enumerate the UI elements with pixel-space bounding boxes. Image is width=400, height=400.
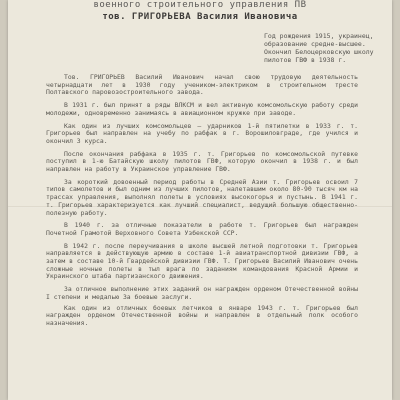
paragraph: В 1940 г. за отличные показатели в работе т. Григорьев был награжден Почетной Грамотой Верховного Совета Узбекской ССР.	[46, 221, 358, 237]
paragraph: В 1931 г. был принят в ряды ВЛКСМ и вел активную комсомольскую работу среди молодежи, одновременно занимаясь в авиационном кружке при заводе.	[46, 101, 358, 117]
header-line-2: тов. ГРИГОРЬЕВА Василия Ивановича	[102, 12, 298, 22]
paragraph: Как один из отличных боевых летчиков в январе 1943 г. т. Григорьев был награжден орденом Отечественной войны и направлен в отдельный полк особого назначения.	[46, 303, 358, 327]
paragraph: За короткий довоенный период работы в Средней Азии т. Григорьев освоил 7 типов самолетов и был одним из лучших пилотов, налетавшим около 80-90 тысяч км на трассах управления, выполнял полеты в условиях высокогорья и пустынь. В 1941 г. т. Григорьев характеризуется как лучший специалист, ведущий большую общественно-полезную работу.	[46, 177, 358, 217]
paragraph: Как один из лучших комсомольцев — ударников 1-й пятилетки в 1933 г. т. Григорьев был направлен на учебу по рабфак в г. Ворошиловграде, где учился и окончил 3 курса.	[46, 121, 358, 145]
document-page	[8, 0, 392, 400]
paragraph: После окончания рабфака в 1935 г. т. Григорьев по комсомольской путевке поступил в 1-ю Батайскую школу пилотов ГВФ, которую окончил в 1938 г. и был направлен на работу в Украинское управление ГВФ.	[46, 149, 358, 174]
paragraph: Тов. ГРИГОРЬЕВ Василий Иванович начал свою трудовую деятельность четырнадцати лет в 1930 году учеником-электриком в строительном тресте Полтавского паровозостроительного завода.	[46, 73, 358, 97]
biographical-note: Год рождения 1915, украинец, образование средне-высшее. Окончил Белоцерковскую школу пилотов ГВФ в 1938 г.	[264, 32, 374, 64]
paragraph: В 1942 г. после переучивания в школе высшей летной подготовки т. Григорьев направляется в действующую армию в составе 1-й авиатранспортной дивизии ГВФ, а затем в составе 10-й Гвардейской дивизии ГВФ. Т. Григорьев Василий Иванович очень сложные ночные полеты в тыл врага по заданиям командования Красной Армии и Украинского штаба партизанского движения.	[46, 241, 358, 281]
document-body	[46, 74, 358, 331]
paragraph: За отличное выполнение этих заданий он награжден орденом Отечественной войны I степени и медалью За боевые заслуги.	[46, 285, 358, 301]
header-line-1: военного строительного управления ПВ	[93, 0, 307, 10]
